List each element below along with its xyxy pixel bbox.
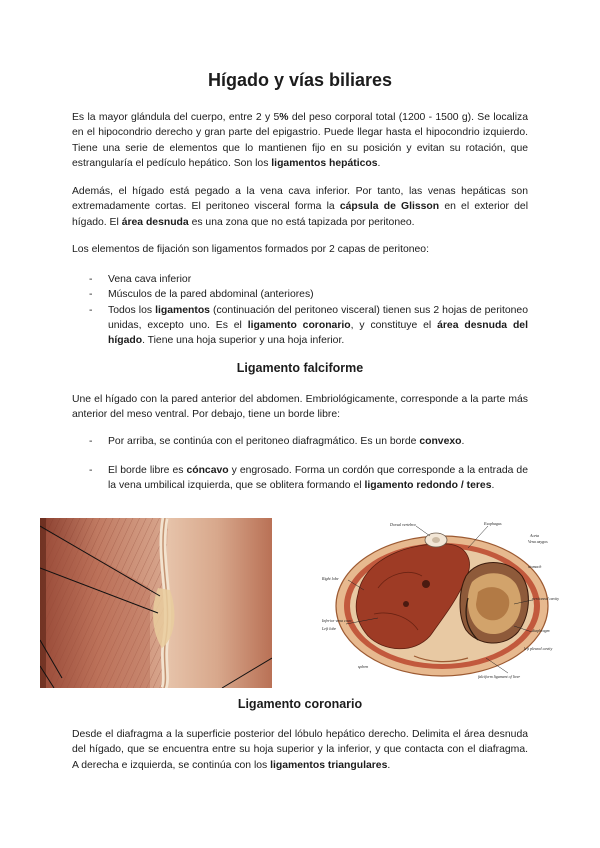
label-dorsal-vertebra: Dorsal vertebra xyxy=(390,522,416,527)
fixation-list xyxy=(72,272,528,348)
cross-section-drawing xyxy=(318,518,568,684)
falciforme-list-2 xyxy=(72,463,528,494)
list-item: - Músculos de la pared abdominal (anteriores) xyxy=(72,287,528,302)
list-item: - El borde libre es cóncavo y engrosado. Forma un cordón que corresponde a la entrada de la vena umbilical izquierda, que se oblitera formando el ligamento redondo / teres. xyxy=(72,463,528,494)
label-vena-azygos: Vena azygos xyxy=(528,539,548,544)
list-item: - Todos los ligamentos (continuación del peritoneo visceral) tienen sus 2 hojas de peritoneo unidas, excepto uno. Es el ligamento coronario, y constituye el área desnuda del hígado. Tiene una hoja superior y una hoja inferior. xyxy=(72,303,528,349)
falciform-photo-drawing xyxy=(40,518,272,688)
falciform-ligament-photo xyxy=(40,518,272,688)
intro-paragraph-2: Además, el hígado está pegado a la vena cava inferior. Por tanto, las venas hepáticas son extremadamente cortas. El peritoneo visceral forma la cápsula de Glisson en el exterior del hígado. El área desnuda es una zona que no está tapizada por peritoneo. xyxy=(72,186,529,228)
page-title: Hígado y vías biliares xyxy=(207,70,393,90)
label-left-lobe: Left lobe xyxy=(322,626,337,631)
list-item: - Por arriba, se continúa con el peritoneo diafragmático. Es un borde convexo. xyxy=(72,434,528,449)
section-heading-coronario: Ligamento coronario xyxy=(237,697,363,711)
label-left-pleural-cavity: left pleural cavity xyxy=(524,646,553,651)
abdominal-cross-section-figure xyxy=(318,518,568,684)
label-esophagus: Esophagus xyxy=(484,521,502,526)
intro-paragraph-3: Los elementos de fijación son ligamentos formados por 2 capas de peritoneo: xyxy=(72,244,429,255)
label-diaphragm: diaphragm xyxy=(532,628,550,633)
label-inferior-vena-cava: Inferior vena cava xyxy=(322,618,352,623)
label-stomach: stomach xyxy=(528,564,542,569)
intro-paragraph-1: Es la mayor glándula del cuerpo, entre 2 y 5% del peso corporal total (1200 - 1500 g). Se localiza en el hipocondrio derecho y gran parte del epigastrio. Puede llegar hasta el hipocondrio izquierdo. Tiene una serie de elementos que lo mantienen fijo en su posición y evitan su rotación, que estrangularía el pedículo hepático. Son los ligamentos hepáticos. xyxy=(72,112,528,169)
falciforme-list xyxy=(72,434,528,449)
list-item: - Vena cava inferior xyxy=(72,272,528,287)
label-peritoneal-cavity: peritoneal cavity xyxy=(532,596,559,601)
falciforme-paragraph: Une el hígado con la pared anterior del abdomen. Embriológicamente, corresponde a la parte más anterior del meso ventral. Por debajo, tiene un borde libre: xyxy=(72,394,528,421)
label-spleen: spleen xyxy=(358,664,369,669)
label-falciform-ligament: falciform ligament of liver xyxy=(478,674,521,679)
label-right-lobe: Right lobe xyxy=(322,576,339,581)
section-heading-falciforme: Ligamento falciforme xyxy=(236,361,364,375)
coronario-paragraph: Desde el diafragma a la superficie posterior del lóbulo hepático derecho. Delimita el área desnuda del hígado, que se encuentra entre su hoja superior y la inferior, y que contacta con el diafragma. A derecha e izquierda, se continúa con los ligamentos triangulares. xyxy=(72,729,528,771)
label-aorta: Aorta xyxy=(530,533,540,538)
